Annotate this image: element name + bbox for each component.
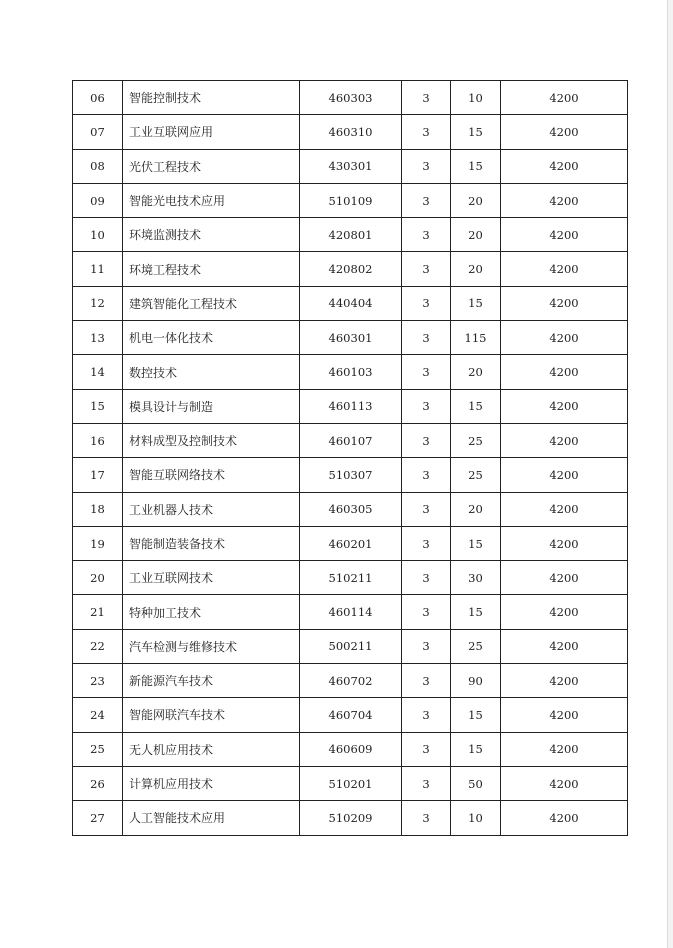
- cell-tuition: 4200: [501, 183, 628, 217]
- cell-program-name: 计算机应用技术: [123, 766, 300, 800]
- cell-program-name: 汽车检测与维修技术: [123, 629, 300, 663]
- cell-number: 14: [73, 355, 123, 389]
- cell-program-code: 440404: [300, 286, 402, 320]
- table-row: [73, 183, 628, 217]
- table-row: [73, 698, 628, 732]
- cell-tuition: 4200: [501, 801, 628, 835]
- cell-tuition: 4200: [501, 698, 628, 732]
- cell-years: 3: [402, 732, 451, 766]
- table-row: [73, 218, 628, 252]
- cell-number: 21: [73, 595, 123, 629]
- cell-tuition: 4200: [501, 423, 628, 457]
- cell-number: 22: [73, 629, 123, 663]
- cell-program-name: 机电一体化技术: [123, 321, 300, 355]
- cell-program-name: 工业互联网应用: [123, 115, 300, 149]
- cell-program-name: 特种加工技术: [123, 595, 300, 629]
- cell-program-code: 430301: [300, 149, 402, 183]
- cell-enrollment-plan: 10: [451, 81, 501, 115]
- cell-tuition: 4200: [501, 561, 628, 595]
- cell-enrollment-plan: 15: [451, 286, 501, 320]
- cell-enrollment-plan: 10: [451, 801, 501, 835]
- cell-number: 13: [73, 321, 123, 355]
- cell-enrollment-plan: 15: [451, 595, 501, 629]
- cell-years: 3: [402, 698, 451, 732]
- cell-enrollment-plan: 20: [451, 355, 501, 389]
- cell-enrollment-plan: 15: [451, 149, 501, 183]
- cell-program-code: 460310: [300, 115, 402, 149]
- cell-program-code: 460114: [300, 595, 402, 629]
- table-row: [73, 115, 628, 149]
- table-row: [73, 458, 628, 492]
- table-row: [73, 355, 628, 389]
- cell-tuition: 4200: [501, 629, 628, 663]
- cell-number: 23: [73, 664, 123, 698]
- cell-program-code: 460113: [300, 389, 402, 423]
- cell-program-name: 新能源汽车技术: [123, 664, 300, 698]
- cell-number: 16: [73, 423, 123, 457]
- cell-program-code: 460107: [300, 423, 402, 457]
- cell-tuition: 4200: [501, 115, 628, 149]
- cell-program-name: 环境监测技术: [123, 218, 300, 252]
- cell-number: 10: [73, 218, 123, 252]
- table-row: [73, 766, 628, 800]
- table-row: [73, 389, 628, 423]
- table-row: [73, 492, 628, 526]
- cell-program-name: 人工智能技术应用: [123, 801, 300, 835]
- cell-program-code: 460301: [300, 321, 402, 355]
- cell-tuition: 4200: [501, 149, 628, 183]
- table-row: [73, 321, 628, 355]
- cell-years: 3: [402, 355, 451, 389]
- cell-number: 17: [73, 458, 123, 492]
- cell-tuition: 4200: [501, 252, 628, 286]
- cell-program-code: 510201: [300, 766, 402, 800]
- cell-years: 3: [402, 492, 451, 526]
- cell-program-code: 420801: [300, 218, 402, 252]
- cell-tuition: 4200: [501, 526, 628, 560]
- cell-years: 3: [402, 252, 451, 286]
- cell-years: 3: [402, 458, 451, 492]
- cell-program-name: 智能光电技术应用: [123, 183, 300, 217]
- cell-program-name: 环境工程技术: [123, 252, 300, 286]
- cell-years: 3: [402, 423, 451, 457]
- cell-enrollment-plan: 15: [451, 389, 501, 423]
- table-row: [73, 149, 628, 183]
- cell-program-name: 工业机器人技术: [123, 492, 300, 526]
- cell-enrollment-plan: 20: [451, 183, 501, 217]
- table-row: [73, 526, 628, 560]
- cell-program-code: 460704: [300, 698, 402, 732]
- cell-tuition: 4200: [501, 286, 628, 320]
- cell-enrollment-plan: 15: [451, 732, 501, 766]
- cell-years: 3: [402, 321, 451, 355]
- cell-years: 3: [402, 595, 451, 629]
- cell-enrollment-plan: 30: [451, 561, 501, 595]
- cell-enrollment-plan: 20: [451, 492, 501, 526]
- table-row: [73, 664, 628, 698]
- table-row: [73, 732, 628, 766]
- cell-tuition: 4200: [501, 389, 628, 423]
- cell-program-name: 智能网联汽车技术: [123, 698, 300, 732]
- cell-program-name: 智能制造装备技术: [123, 526, 300, 560]
- cell-number: 07: [73, 115, 123, 149]
- cell-program-name: 光伏工程技术: [123, 149, 300, 183]
- cell-number: 27: [73, 801, 123, 835]
- cell-years: 3: [402, 561, 451, 595]
- cell-number: 15: [73, 389, 123, 423]
- cell-number: 19: [73, 526, 123, 560]
- cell-program-code: 510209: [300, 801, 402, 835]
- cell-tuition: 4200: [501, 766, 628, 800]
- table-row: [73, 286, 628, 320]
- cell-enrollment-plan: 25: [451, 458, 501, 492]
- cell-number: 09: [73, 183, 123, 217]
- cell-program-code: 420802: [300, 252, 402, 286]
- cell-tuition: 4200: [501, 458, 628, 492]
- cell-program-code: 510109: [300, 183, 402, 217]
- cell-program-code: 510211: [300, 561, 402, 595]
- cell-number: 25: [73, 732, 123, 766]
- cell-enrollment-plan: 20: [451, 218, 501, 252]
- cell-tuition: 4200: [501, 492, 628, 526]
- cell-program-code: 510307: [300, 458, 402, 492]
- cell-enrollment-plan: 15: [451, 115, 501, 149]
- cell-enrollment-plan: 20: [451, 252, 501, 286]
- cell-enrollment-plan: 25: [451, 629, 501, 663]
- cell-number: 20: [73, 561, 123, 595]
- cell-years: 3: [402, 218, 451, 252]
- cell-number: 12: [73, 286, 123, 320]
- cell-years: 3: [402, 149, 451, 183]
- cell-program-code: 460303: [300, 81, 402, 115]
- table-row: [73, 561, 628, 595]
- cell-program-code: 460609: [300, 732, 402, 766]
- cell-years: 3: [402, 766, 451, 800]
- cell-years: 3: [402, 629, 451, 663]
- cell-number: 11: [73, 252, 123, 286]
- cell-program-code: 460103: [300, 355, 402, 389]
- cell-enrollment-plan: 90: [451, 664, 501, 698]
- cell-enrollment-plan: 25: [451, 423, 501, 457]
- cell-number: 08: [73, 149, 123, 183]
- cell-years: 3: [402, 664, 451, 698]
- cell-years: 3: [402, 183, 451, 217]
- cell-program-name: 材料成型及控制技术: [123, 423, 300, 457]
- table-row: [73, 629, 628, 663]
- cell-years: 3: [402, 526, 451, 560]
- cell-program-name: 智能互联网络技术: [123, 458, 300, 492]
- cell-enrollment-plan: 15: [451, 526, 501, 560]
- table-row: [73, 423, 628, 457]
- cell-program-name: 无人机应用技术: [123, 732, 300, 766]
- cell-tuition: 4200: [501, 732, 628, 766]
- cell-tuition: 4200: [501, 218, 628, 252]
- cell-program-name: 工业互联网技术: [123, 561, 300, 595]
- cell-years: 3: [402, 389, 451, 423]
- cell-tuition: 4200: [501, 595, 628, 629]
- program-table-body: [73, 81, 628, 836]
- cell-program-code: 460201: [300, 526, 402, 560]
- cell-years: 3: [402, 81, 451, 115]
- table-row: [73, 252, 628, 286]
- cell-tuition: 4200: [501, 664, 628, 698]
- table-row: [73, 801, 628, 835]
- cell-number: 18: [73, 492, 123, 526]
- cell-number: 06: [73, 81, 123, 115]
- cell-program-name: 建筑智能化工程技术: [123, 286, 300, 320]
- cell-tuition: 4200: [501, 81, 628, 115]
- cell-years: 3: [402, 801, 451, 835]
- cell-program-name: 数控技术: [123, 355, 300, 389]
- cell-program-code: 460305: [300, 492, 402, 526]
- cell-tuition: 4200: [501, 355, 628, 389]
- table-row: [73, 595, 628, 629]
- cell-number: 24: [73, 698, 123, 732]
- cell-program-name: 模具设计与制造: [123, 389, 300, 423]
- cell-years: 3: [402, 115, 451, 149]
- table-row: [73, 81, 628, 115]
- cell-years: 3: [402, 286, 451, 320]
- cell-enrollment-plan: 115: [451, 321, 501, 355]
- cell-program-code: 500211: [300, 629, 402, 663]
- cell-program-name: 智能控制技术: [123, 81, 300, 115]
- cell-enrollment-plan: 15: [451, 698, 501, 732]
- cell-enrollment-plan: 50: [451, 766, 501, 800]
- cell-program-code: 460702: [300, 664, 402, 698]
- cell-number: 26: [73, 766, 123, 800]
- cell-tuition: 4200: [501, 321, 628, 355]
- program-table: [72, 80, 628, 836]
